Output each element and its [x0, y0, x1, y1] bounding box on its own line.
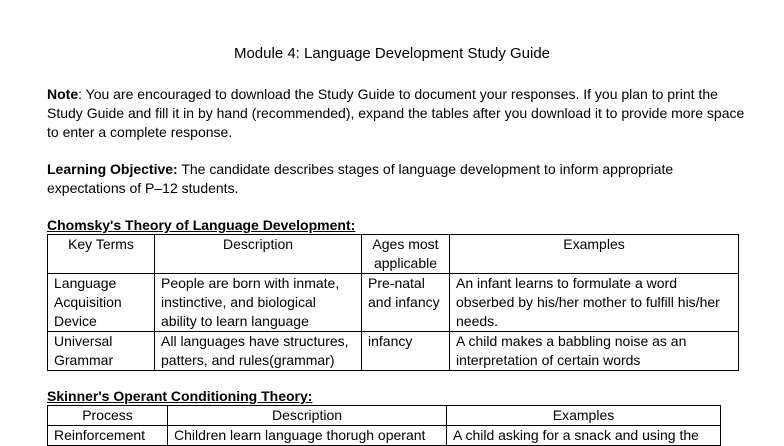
table-row	[48, 426, 721, 446]
header-examples: Examples	[450, 235, 739, 274]
objective-text: The candidate describes stages of language development to inform appropriate expectations of P–12 students.	[47, 161, 674, 196]
note-paragraph	[47, 85, 747, 142]
table-row	[48, 274, 739, 332]
cell-process: Reinforcement	[48, 426, 168, 446]
cell-ages: infancy	[362, 332, 450, 371]
note-text: : You are encouraged to download the Study Guide to document your responses. If you plan to print the Study Guide and fill it in by hand (recommended), expand the tables after you download it to provide more space to enter a complete response.	[47, 86, 745, 140]
cell-example: A child makes a babbling noise as an interpretation of certain words	[450, 332, 739, 371]
header-examples: Examples	[447, 406, 721, 426]
header-process: Process	[48, 406, 168, 426]
table-header-row	[48, 406, 721, 426]
chomsky-heading: Chomsky's Theory of Language Development:	[47, 217, 356, 233]
objective-label: Learning Objective:	[47, 161, 178, 177]
table-header-row	[48, 235, 739, 274]
cell-description: People are born with inmate, instinctive, and biological ability to learn language	[155, 274, 362, 332]
cell-key-term: Universal Grammar	[48, 332, 155, 371]
cell-example: An infant learns to formulate a word obserbed by his/her mother to fulfill his/her needs.	[450, 274, 739, 332]
cell-ages: Pre-natal and infancy	[362, 274, 450, 332]
chomsky-table	[47, 234, 739, 371]
header-key-terms: Key Terms	[48, 235, 155, 274]
note-label: Note	[47, 86, 79, 102]
header-description: Description	[155, 235, 362, 274]
document-title: Module 4: Language Development Study Guide	[233, 45, 551, 62]
cell-key-term: Language Acquisition Device	[48, 274, 155, 332]
cell-example: A child asking for a snack and using the	[447, 426, 721, 446]
cell-description: Children learn language thorugh operant	[168, 426, 447, 446]
skinner-heading: Skinner's Operant Conditioning Theory:	[47, 388, 313, 404]
learning-objective-paragraph	[47, 160, 747, 198]
header-description: Description	[168, 406, 447, 426]
skinner-table	[47, 405, 721, 446]
table-row	[48, 332, 739, 371]
header-ages: Ages most applicable	[362, 235, 450, 274]
cell-description: All languages have structures, patters, and rules(grammar)	[155, 332, 362, 371]
